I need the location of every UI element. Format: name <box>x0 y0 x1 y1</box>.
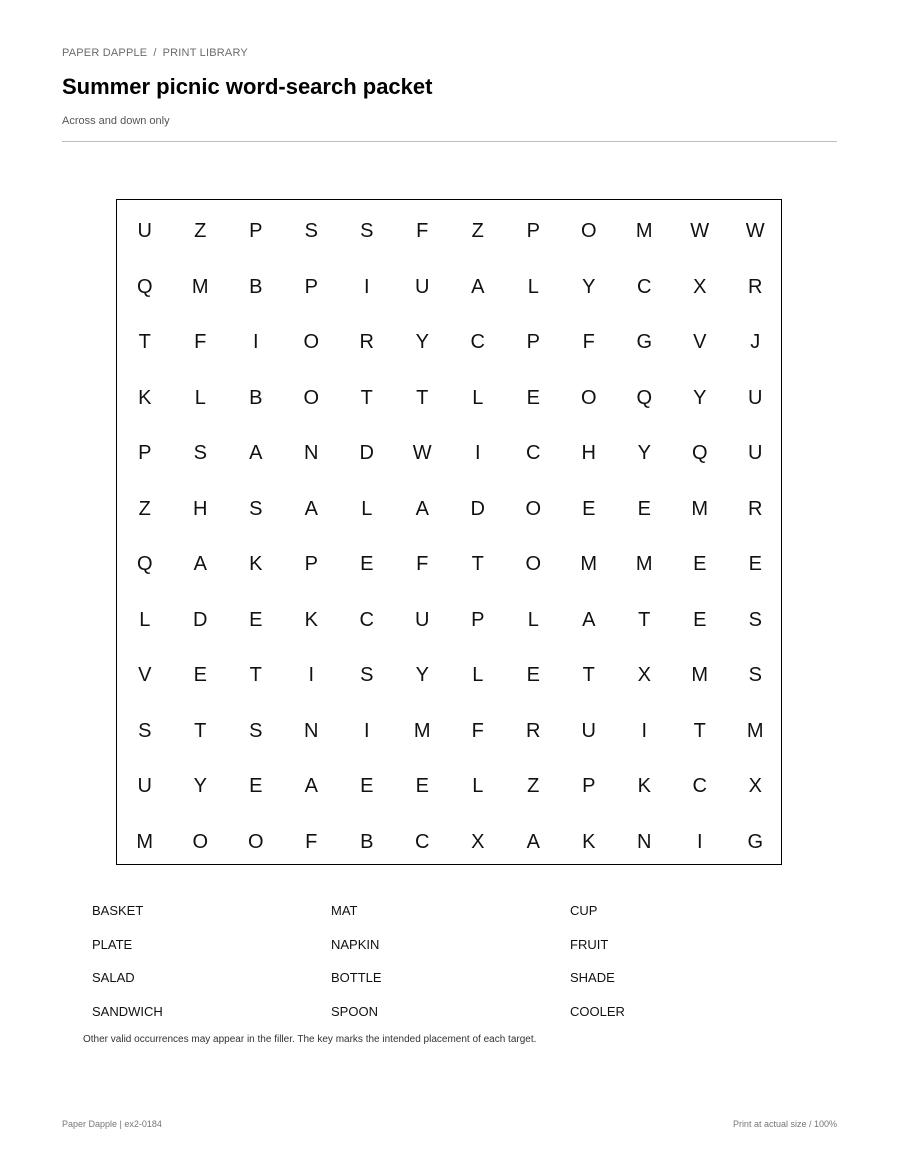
grid-cell: E <box>637 497 651 520</box>
grid-cell: Q <box>691 442 708 465</box>
grid-cell: A <box>471 275 485 298</box>
grid-cell: T <box>471 553 484 576</box>
footer-print-instructions: Print at actual size / 100% <box>732 1119 837 1129</box>
grid-cell: L <box>472 664 484 687</box>
grid-cell: T <box>582 664 595 687</box>
grid-cell: R <box>526 719 541 742</box>
grid-cell: C <box>470 331 485 354</box>
grid-cell: Z <box>138 497 151 520</box>
word-list-item: SALAD <box>92 970 135 985</box>
word-list-item: COOLER <box>570 1003 625 1019</box>
grid-cell: P <box>526 220 540 243</box>
grid-cell: M <box>413 719 431 742</box>
grid-cell: E <box>360 775 374 798</box>
grid-cell: L <box>472 775 484 798</box>
word-list-item: FRUIT <box>570 936 609 952</box>
grid-cell: E <box>693 553 707 576</box>
grid-cell: P <box>249 220 263 243</box>
grid-cell: T <box>194 719 207 742</box>
grid-cell: L <box>139 608 151 631</box>
grid-cell: K <box>249 553 263 576</box>
grid-cell: K <box>582 830 596 853</box>
grid-cell: D <box>193 608 208 631</box>
grid-cell: M <box>136 830 154 853</box>
grid-cell: S <box>193 442 207 465</box>
grid-cell: W <box>690 220 710 243</box>
grid-cell: U <box>415 275 430 298</box>
grid-cell: N <box>304 442 319 465</box>
grid-cell: D <box>359 442 374 465</box>
grid-cell: U <box>137 775 152 798</box>
grid-cell: F <box>194 331 207 354</box>
grid-cell: U <box>137 220 152 243</box>
grid-cell: O <box>580 220 597 243</box>
grid-cell: R <box>748 275 763 298</box>
grid-cell: C <box>692 775 707 798</box>
footer-id: Paper Dapple | ex2-0184 <box>62 1119 162 1129</box>
grid-cell: Y <box>193 775 207 798</box>
grid-cell: E <box>360 553 374 576</box>
grid-cell: E <box>415 775 429 798</box>
grid-cell: X <box>748 775 762 798</box>
grid-cell: W <box>745 220 765 243</box>
grid-cell: T <box>693 719 706 742</box>
grid-cell: E <box>582 497 596 520</box>
grid-cell: A <box>249 442 263 465</box>
word-search-grid <box>116 199 782 865</box>
grid-cell: Z <box>527 775 540 798</box>
grid-cell: K <box>304 608 318 631</box>
grid-cell: M <box>191 275 209 298</box>
grid-cell: I <box>308 664 315 687</box>
word-list-item: SANDWICH <box>92 1003 163 1019</box>
grid-cell: H <box>193 497 208 520</box>
grid-cell: I <box>363 719 370 742</box>
grid-cell: O <box>580 386 597 409</box>
grid-cell: U <box>415 608 430 631</box>
grid-cell: Y <box>582 275 596 298</box>
grid-cell: L <box>472 386 484 409</box>
grid-cell: R <box>748 497 763 520</box>
grid-cell: A <box>582 608 596 631</box>
grid-cell: S <box>138 719 152 742</box>
grid-cell: F <box>471 719 484 742</box>
grid-cell: B <box>249 386 263 409</box>
grid-cell: O <box>525 497 542 520</box>
grid-cell: N <box>304 719 319 742</box>
grid-cell: P <box>304 275 318 298</box>
grid-cell: E <box>526 664 540 687</box>
grid-cell: T <box>360 386 373 409</box>
grid-cell: X <box>637 664 651 687</box>
grid-cell: S <box>304 220 318 243</box>
grid-cell: H <box>581 442 596 465</box>
grid-cell: S <box>360 220 374 243</box>
grid-cell: D <box>470 497 485 520</box>
grid-cell: S <box>249 497 263 520</box>
word-list <box>92 903 812 1037</box>
grid-cell: M <box>746 719 764 742</box>
word-list-item: MAT <box>331 903 358 918</box>
grid-cell: M <box>580 553 598 576</box>
grid-cell: C <box>637 275 652 298</box>
word-list-item: SHADE <box>570 970 615 985</box>
grid-cell: I <box>696 830 703 853</box>
grid-cell: V <box>138 664 152 687</box>
grid-cell: X <box>471 830 485 853</box>
grid-cell: J <box>750 331 761 354</box>
grid-cell: T <box>249 664 262 687</box>
grid-cell: O <box>303 331 320 354</box>
grid-cell: U <box>581 719 596 742</box>
grid-cell: Y <box>415 331 429 354</box>
grid-cell: W <box>412 442 432 465</box>
grid-cell: A <box>304 497 318 520</box>
grid-cell: E <box>249 775 263 798</box>
grid-cell: I <box>252 331 259 354</box>
grid-cell: F <box>416 553 429 576</box>
grid-cell: A <box>193 553 207 576</box>
grid-cell: C <box>359 608 374 631</box>
word-list-item: SPOON <box>331 1003 378 1019</box>
grid-cell: F <box>582 331 595 354</box>
grid-cell: G <box>747 830 764 853</box>
grid-cell: S <box>748 664 762 687</box>
grid-cell: Y <box>693 386 707 409</box>
grid-cell: Q <box>136 275 153 298</box>
grid-cell: X <box>693 275 707 298</box>
grid-cell: L <box>194 386 206 409</box>
grid-cell: P <box>471 608 485 631</box>
grid-cell: O <box>247 830 264 853</box>
word-list-item: BASKET <box>92 903 144 918</box>
header-divider <box>62 141 837 142</box>
grid-cell: K <box>138 386 152 409</box>
grid-cell: A <box>526 830 540 853</box>
word-list-item: CUP <box>570 903 598 918</box>
grid-cell: F <box>305 830 318 853</box>
grid-cell: U <box>748 442 763 465</box>
grid-cell: K <box>637 775 651 798</box>
grid-cell: N <box>637 830 652 853</box>
grid-cell: T <box>138 331 151 354</box>
grid-cell: Q <box>636 386 653 409</box>
grid-cell: P <box>526 331 540 354</box>
grid-cell: B <box>360 830 374 853</box>
grid-cell: E <box>693 608 707 631</box>
grid-cell: M <box>635 220 653 243</box>
grid-cell: U <box>748 386 763 409</box>
breadcrumb-separator: / <box>153 47 157 59</box>
grid-cell: P <box>582 775 596 798</box>
word-list-item: NAPKIN <box>331 936 380 952</box>
grid-cell: S <box>249 719 263 742</box>
grid-cell: T <box>638 608 651 631</box>
grid-cell: M <box>691 664 709 687</box>
word-list-item: BOTTLE <box>331 970 382 985</box>
grid-cell: E <box>748 553 762 576</box>
page-subtitle: Across and down only <box>62 115 170 127</box>
grid-cell: R <box>359 331 374 354</box>
breadcrumb-site[interactable]: PAPER DAPPLE <box>62 47 148 59</box>
grid-cell: A <box>304 775 318 798</box>
grid-cell: Z <box>194 220 207 243</box>
grid-cell: C <box>415 830 430 853</box>
grid-cell: M <box>691 497 709 520</box>
page-title: Summer picnic word-search packet <box>62 74 433 99</box>
grid-cell: E <box>249 608 263 631</box>
grid-cell: S <box>748 608 762 631</box>
grid-cell: L <box>527 608 539 631</box>
word-list-item: PLATE <box>92 936 133 952</box>
grid-cell: L <box>361 497 373 520</box>
grid-cell: E <box>193 664 207 687</box>
grid-cell: B <box>249 275 263 298</box>
grid-cell: O <box>303 386 320 409</box>
grid-cell: G <box>636 331 653 354</box>
breadcrumb-section[interactable]: PRINT LIBRARY <box>162 47 248 59</box>
puzzle-note: Other valid occurrences may appear in the filler. The key marks the intended placement of each target. <box>83 1034 537 1045</box>
grid-cell: I <box>474 442 481 465</box>
grid-cell: A <box>415 497 429 520</box>
grid-cell: P <box>138 442 152 465</box>
grid-cell: F <box>416 220 429 243</box>
grid-cell: S <box>360 664 374 687</box>
grid-cell: C <box>526 442 541 465</box>
grid-cell: I <box>363 275 370 298</box>
grid-cell: Z <box>471 220 484 243</box>
grid-cell: O <box>192 830 209 853</box>
grid-cell: O <box>525 553 542 576</box>
grid-cell: M <box>635 553 653 576</box>
grid-cell: L <box>527 275 539 298</box>
grid-cell: I <box>641 719 648 742</box>
grid-cell: Y <box>415 664 429 687</box>
grid-cell: P <box>304 553 318 576</box>
grid-cell: Q <box>136 553 153 576</box>
grid-cell: T <box>416 386 429 409</box>
grid-cell: V <box>693 331 707 354</box>
grid-cell: Y <box>637 442 651 465</box>
grid-cell: E <box>526 386 540 409</box>
breadcrumb <box>62 47 248 59</box>
